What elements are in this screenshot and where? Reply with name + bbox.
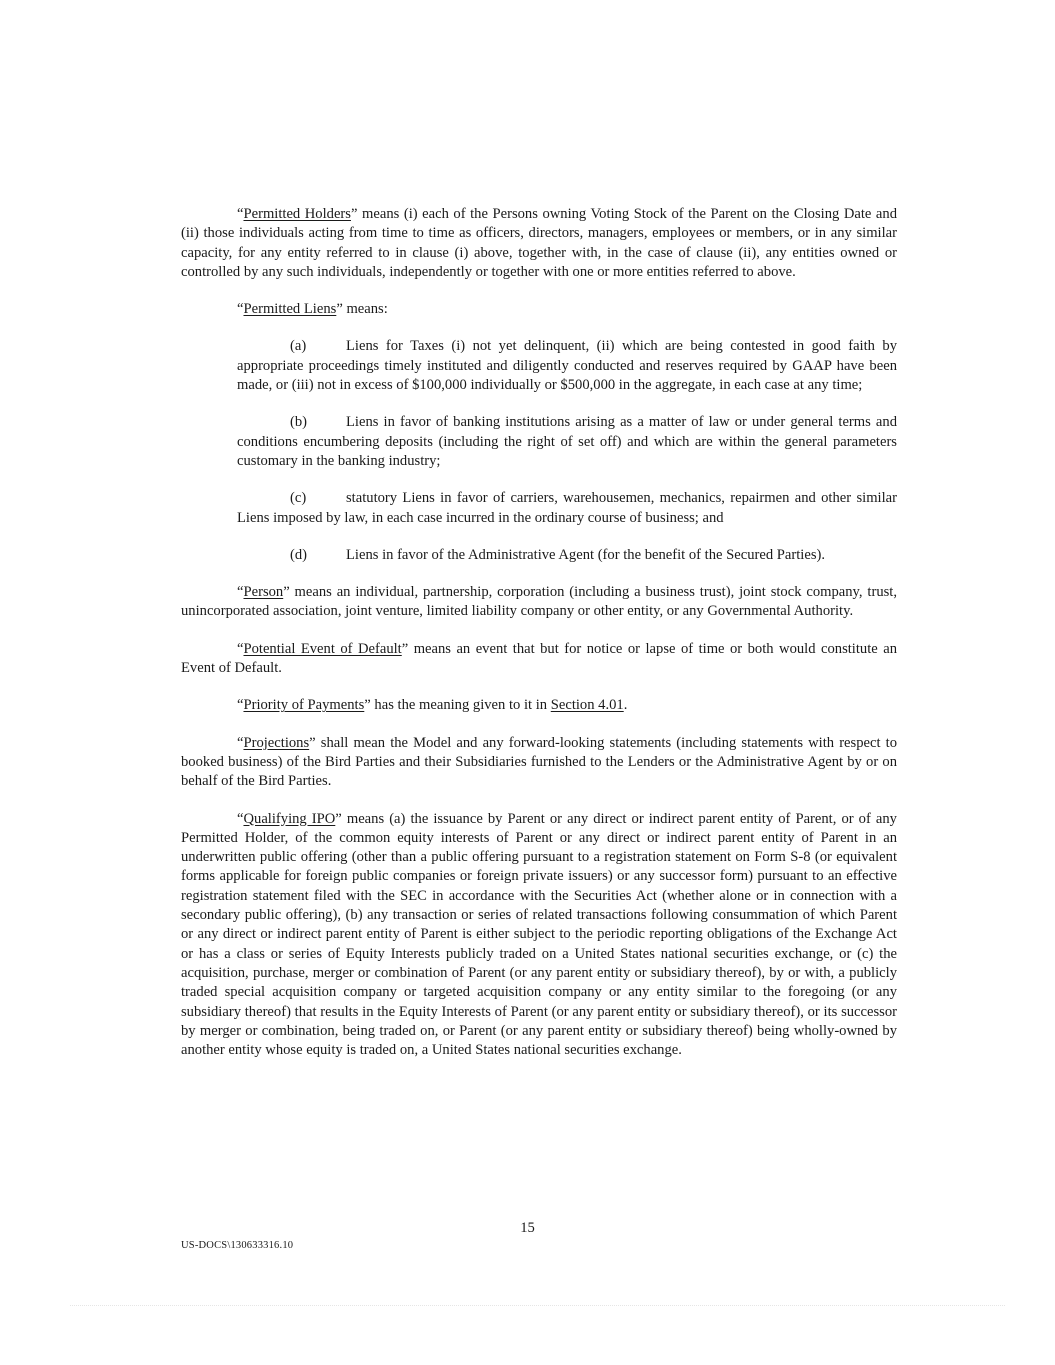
defined-term: Priority of Payments (243, 697, 365, 714)
definition-permitted-holders: “Permitted Holders” means (i) each of the Persons owning Voting Stock of the Parent on the Closing Date and (ii) those individuals acting from time to time as officers, directors, managers, employees or members, or in any similar capacity, for any entity referred to in clause (i) above, together with, in the case of clause (ii), any entities owned or controlled by any such individuals, independently or together with one or more entities referred to above. (181, 206, 897, 280)
definition-qualifying-ipo: “Qualifying IPO” means (a) the issuance by Parent or any direct or indirect parent entity of Parent, or of any Permitted Holder, of the common equity interests of Parent or any direct or indirect parent entity of Parent in an underwritten public offering (other than a public offering pursuant to a registration statement on Form S-8 (or equivalent forms applicable for foreign public companies or foreign private issuers) or any successor form) pursuant to an effective registration statement filed with the SEC in accordance with the Securities Act (whether alone or in connection with a secondary public offering), (b) any transaction or series of related transactions following consummation of which Parent or any direct or indirect parent entity of Parent is either subject to the periodic reporting obligations of the Exchange Act or has a class or series of Equity Interests publicly traded on a United States national securities exchange, or (c) the acquisition, purchase, merger or combination of Parent (or any parent entity or subsidiary thereof), by or with, a publicly traded special acquisition company or targeted acquisition company or any entity similar to the foregoing (or any subsidiary thereof) that results in the Equity Interests of Parent (or any parent entity or subsidiary thereof), or its successor by merger or combination, being traded on, or Parent (or any parent entity or subsidiary thereof) being wholly-owned by another entity whose equity is traded on, a United States national securities exchange. (181, 810, 897, 1059)
definition-priority-of-payments: “Priority of Payments” has the meaning given to it in Section 4.01. (237, 697, 628, 714)
definition-permitted-liens: “Permitted Liens” means: (237, 301, 388, 318)
page-number: 15 (520, 1220, 535, 1236)
defined-term: Permitted Holders (243, 206, 351, 222)
defined-term: Qualifying IPO (243, 810, 336, 827)
item-label: (c) (290, 490, 307, 507)
item-label: (a) (290, 338, 307, 355)
item-label: (b) (290, 414, 308, 431)
definition-projections: “Projections” shall mean the Model and any forward-looking statements (including statements with respect to booked business) of the Bird Parties and their Subsidiaries furnished to the Lenders or the Administrative Agent by or on behalf of the Bird Parties. (181, 734, 897, 790)
definition-potential-event-of-default: “Potential Event of Default” means an event that but for notice or lapse of time or both would constitute an Event of Default. (181, 640, 897, 677)
list-item: (d) Liens in favor of the Administrative Agent (for the benefit of the Secured Parties). (237, 546, 897, 565)
defined-term: Person (243, 584, 284, 601)
item-label: (d) (290, 546, 308, 563)
defined-term: Potential Event of Default (243, 640, 402, 657)
list-item: (c) statutory Liens in favor of carriers, warehousemen, mechanics, repairmen and other similar Liens imposed by law, in each case incurred in the ordinary course of business; and (237, 490, 897, 526)
section-reference: Section 4.01 (550, 697, 624, 714)
page-edge-divider (70, 1305, 1005, 1306)
list-item: (a) Liens for Taxes (i) not yet delinquent, (ii) which are being contested in good faith by appropriate proceedings timely instituted and diligently conducted and reserves required by GAAP have been made, or (iii) not in excess of $100,000 individually or $500,000 in the aggregate, in each case at any time; (237, 338, 897, 394)
document-id: US-DOCS\130633316.10 (181, 1240, 294, 1251)
defined-term: Projections (243, 734, 310, 751)
document-body (181, 205, 897, 1078)
definition-person: “Person” means an individual, partnership, corporation (including a business trust), joint stock company, trust, unincorporated association, joint venture, limited liability company or other entity, or any Governmental Authority. (181, 584, 897, 620)
list-item: (b) Liens in favor of banking institutions arising as a matter of law or under general terms and conditions encumbering deposits (including the right of set off) and which are within the general parameters customary in the banking industry; (237, 414, 897, 469)
defined-term: Permitted Liens (243, 301, 337, 318)
